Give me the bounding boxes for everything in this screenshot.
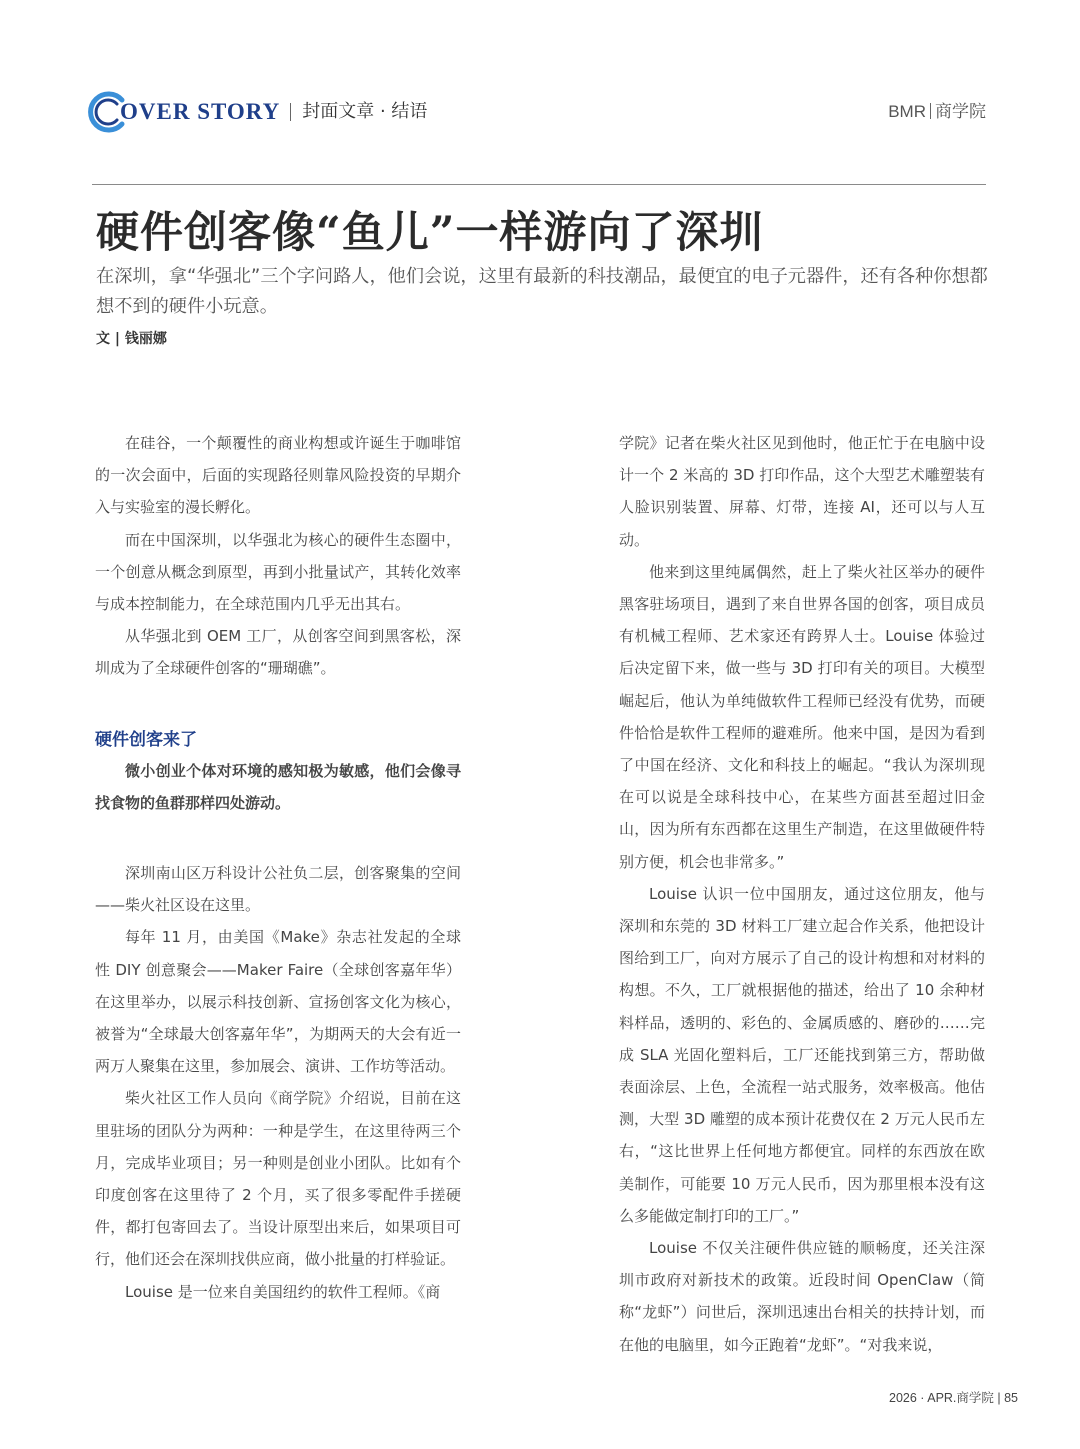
body-paragraph: 每年 11 月，由美国《Make》杂志社发起的全球性 DIY 创意聚会——Maker Faire（全球创客嘉年华）在这里举办，以展示科技创新、宣扬创客文化为核心，被誉为“全球最大创客嘉年华”，为期两天的大会有近一两万人聚集在这里，参加展会、演讲、工作坊等活动。 xyxy=(95,928,461,1076)
body-paragraph: 他来到这里纯属偶然，赶上了柴火社区举办的硬件黑客驻场项目，遇到了来自世界各国的创客，项目成员有机械工程师、艺术家还有跨界人士。Louise 体验过后决定留下来，做一些与 3D 打印有关的项目。大模型崛起后，他认为单纯做软件工程师已经没有优势，而硬件恰恰是软件工程师的避难所。他来中国，是因为看到了中国在经济、文化和科技上的崛起。“我认为深圳现在可以说是全球科技中心，在某些方面甚至超过旧金山，因为所有东西都在这里生产制造，在这里做硬件特别方便，机会也非常多。” xyxy=(619,562,985,871)
header-rule xyxy=(92,184,986,185)
article-byline: 文 | 钱丽娜 xyxy=(96,331,167,347)
section-subhead: 硬件创客来了 xyxy=(95,729,197,750)
brand-bmr: BMR xyxy=(888,102,926,121)
cover-story-logo xyxy=(86,90,427,134)
page-footer: 2026 · APR.商学院 | 85 xyxy=(889,1391,1018,1405)
right-column xyxy=(619,427,985,1361)
page-header xyxy=(86,90,986,134)
pull-quote: 微小创业个体对环境的感知极为敏感，他们会像寻找食物的鱼群那样四处游动。 xyxy=(95,761,461,812)
logo-divider xyxy=(290,103,291,121)
body-paragraph: 从华强北到 OEM 工厂，从创客空间到黑客松，深圳成为了全球硬件创客的“珊瑚礁”。 xyxy=(95,627,461,678)
body-paragraph: 而在中国深圳，以华强北为核心的硬件生态圈中，一个创意从概念到原型，再到小批量试产，其转化效率与成本控制能力，在全球范围内几乎无出其右。 xyxy=(95,530,461,614)
logo-c-emblem-icon xyxy=(86,90,130,134)
body-paragraph: Louise 不仅关注硬件供应链的顺畅度，还关注深圳市政府对新技术的政策。近段时间 OpenClaw（简称“龙虾”）问世后，深圳迅速出台相关的扶持计划，而在他的电脑里，如今正跑着“龙虾”。“对我来说， xyxy=(619,1239,985,1354)
body-paragraph-continued: 学院》记者在柴火社区见到他时，他正忙于在电脑中设计一个 2 米高的 3D 打印作品，这个大型艺术雕塑装有人脸识别装置、屏幕、灯带，连接 AI，还可以与人互动。 xyxy=(619,434,985,549)
brand-divider xyxy=(930,103,931,119)
body-paragraph: Louise 认识一位中国朋友，通过这位朋友，他与深圳和东莞的 3D 材料工厂建立起合作关系，他把设计图给到工厂，向对方展示了自己的设计构想和对材料的构想。不久，工厂就根据他的描述，给出了 10 余种材料样品，透明的、彩色的、金属质感的、磨砂的……完成 SLA 光固化塑料后，工厂还能找到第三方，帮助做表面涂层、上色，全流程一站式服务，效率极高。他估测，大型 3D 雕塑的成本预计花费仅在 2 万元人民币左右，“这比世界上任何地方都便宜。同样的东西放在欧美制作，可能要 10 万元人民币，因为那里根本没有这么多能做定制打印的工厂。” xyxy=(619,884,985,1225)
article-lead: 在深圳，拿“华强北”三个字问路人，他们会说，这里有最新的科技潮品，最便宜的电子元器件，还有各种你想都想不到的硬件小玩意。 xyxy=(96,266,988,317)
body-paragraph: 深圳南山区万科设计公社负二层，创客聚集的空间——柴火社区设在这里。 xyxy=(95,864,461,915)
left-column xyxy=(95,427,461,1308)
brand-name: 商学院 xyxy=(935,102,986,121)
body-paragraph: 在硅谷，一个颠覆性的商业构想或许诞生于咖啡馆的一次会面中，后面的实现路径则靠风险投资的早期介入与实验室的漫长孵化。 xyxy=(95,434,461,517)
article-title: 硬件创客像“鱼儿”一样游向了深圳 xyxy=(96,208,764,258)
logo-text: OVER STORY xyxy=(120,99,281,124)
body-paragraph: 柴火社区工作人员向《商学院》介绍说，目前在这里驻场的团队分为两种：一种是学生，在这里待两三个月，完成毕业项目；另一种则是创业小团队。比如有个印度创客在这里待了 2 个月，买了很多零配件手搓硬件，都打包寄回去了。当设计原型出来后，如果项目可行，他们还会在深圳找供应商，做小批量的打样验证。 xyxy=(95,1089,461,1269)
body-paragraph: Louise 是一位来自美国纽约的软件工程师。《商 xyxy=(125,1282,441,1301)
brand-mark xyxy=(888,90,986,134)
section-label: 封面文章 · 结语 xyxy=(302,101,428,122)
